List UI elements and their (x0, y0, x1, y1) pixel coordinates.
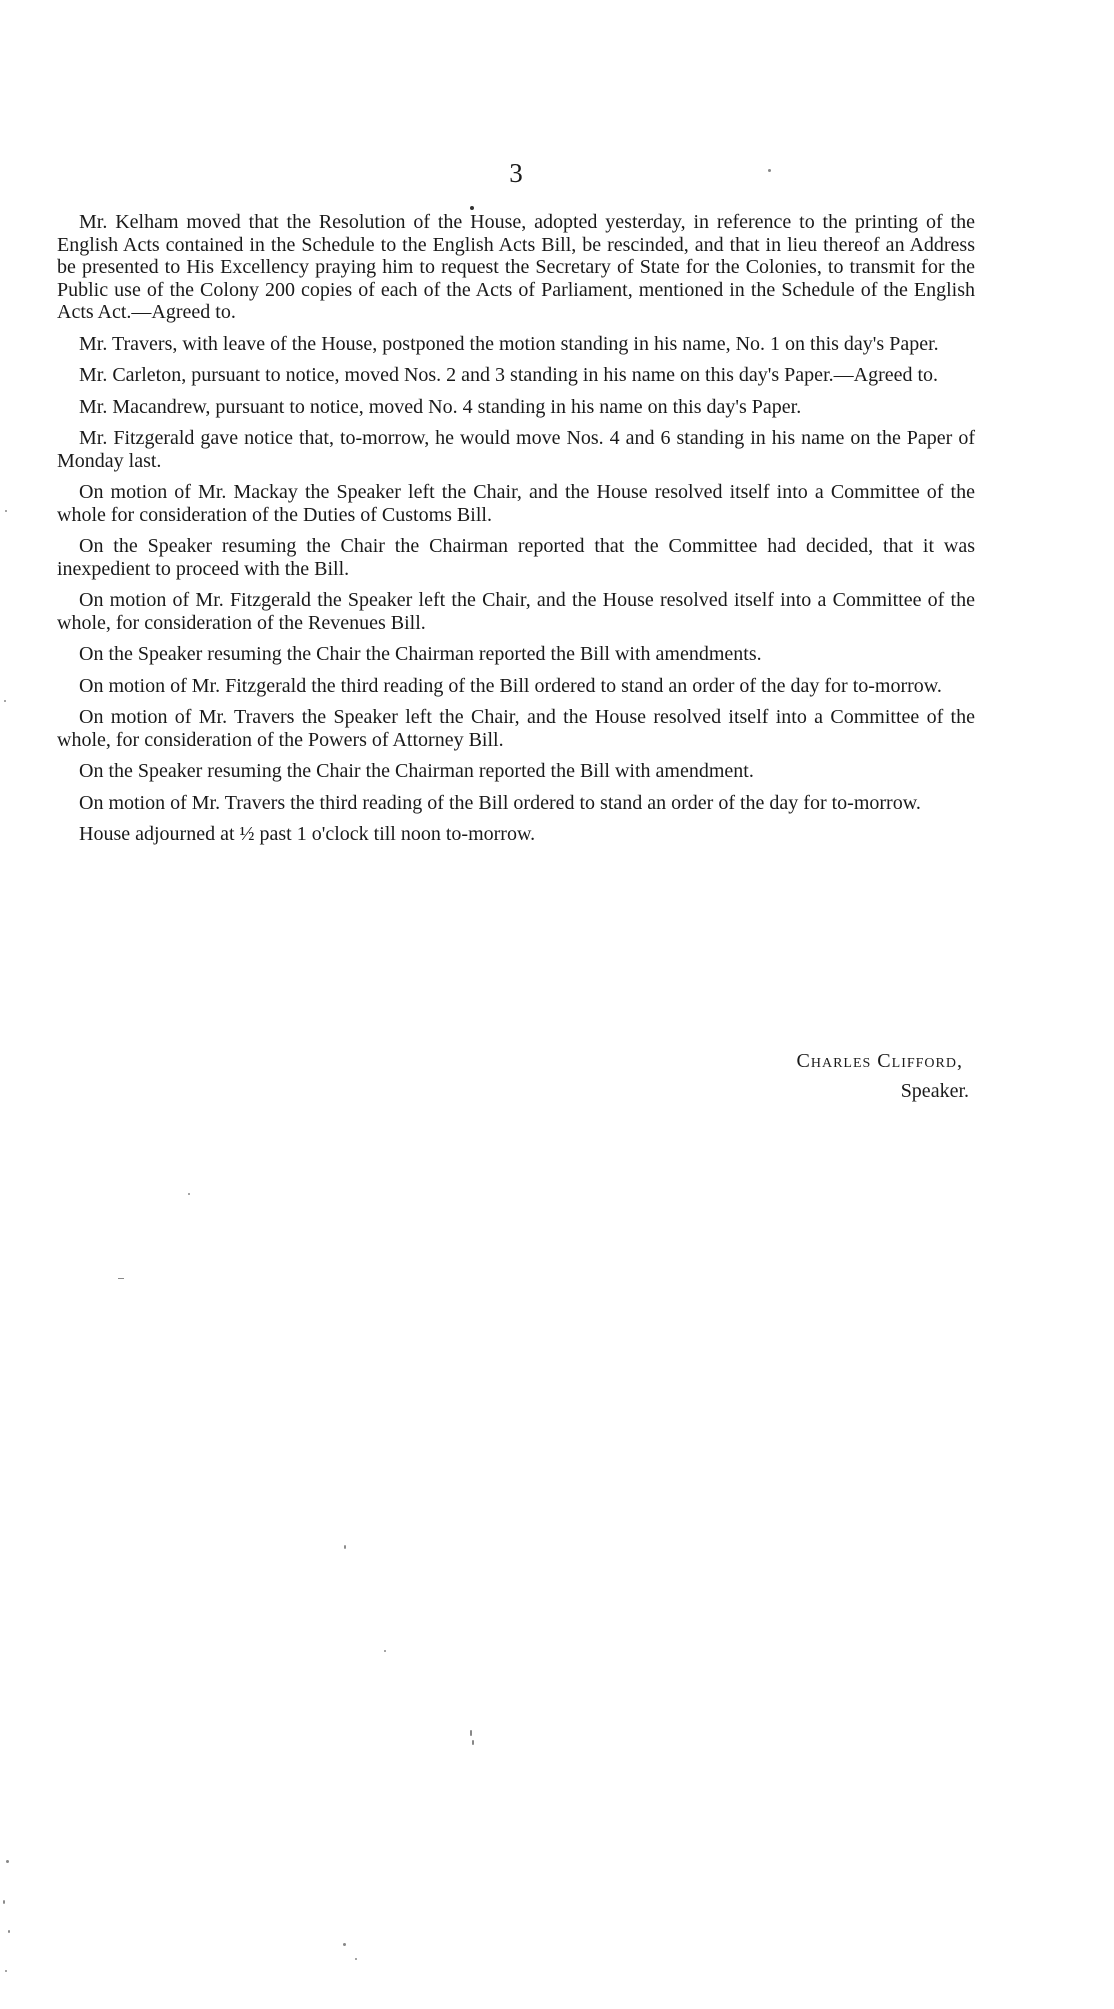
scan-speck (344, 1545, 346, 1549)
paragraph-revenues-committee: On motion of Mr. Fitzgerald the Speaker left the Chair, and the House resolved itself into a Committee of the whole, for consideration of the Revenues Bill. (57, 589, 975, 634)
paragraph-kelham-resolution: Mr. Kelham moved that the Resolution of the House, adopted yesterday, in reference to the printing of the English Acts contained in the Schedule to the English Acts Bill, be rescinded, and that in lieu thereof an Address be presented to His Excellency praying him to request the Secretary of State for the Colonies, to transmit for the Public use of the Colony 200 copies of each of the Acts of Parliament, mentioned in the Schedule of the English Acts Act.—Agreed to. (57, 211, 975, 323)
speaker-name: Charles Clifford, (796, 1050, 963, 1072)
page-number: 3 (509, 158, 523, 188)
scan-speck (118, 1278, 124, 1279)
scan-speck (470, 1730, 472, 1736)
scan-speck (355, 1958, 357, 1960)
scan-speck (384, 1650, 386, 1652)
scan-speck (343, 1943, 346, 1946)
paragraph-revenues-report: On the Speaker resuming the Chair the Chairman reported the Bill with amendments. (79, 643, 762, 665)
scan-speck (4, 700, 6, 702)
paragraph-attorney-committee: On motion of Mr. Travers the Speaker left the Chair, and the House resolved itself into a Committee of the whole, for consideration of the Powers of Attorney Bill. (57, 706, 975, 751)
paragraph-attorney-report: On the Speaker resuming the Chair the Chairman reported the Bill with amendment. (79, 760, 754, 782)
paragraph-macandrew-motion: Mr. Macandrew, pursuant to notice, moved No. 4 standing in his name on this day's Paper. (79, 395, 802, 418)
paragraph-carleton-motion: Mr. Carleton, pursuant to notice, moved Nos. 2 and 3 standing in his name on this day's Paper.—Agreed to. (79, 364, 939, 386)
scan-speck (470, 206, 474, 210)
paragraph-customs-committee: On motion of Mr. Mackay the Speaker left the Chair, and the House resolved itself into a Committee of the whole for consideration of the Duties of Customs Bill. (57, 481, 975, 526)
scan-speck (3, 1900, 5, 1904)
paragraph-revenues-third-reading: On motion of Mr. Fitzgerald the third reading of the Bill ordered to stand an order of the day for to-morrow. (79, 674, 942, 697)
scan-speck (188, 1193, 190, 1195)
scan-speck (8, 1930, 10, 1933)
scan-speck (5, 510, 7, 512)
paragraph-customs-report: On the Speaker resuming the Chair the Chairman reported that the Committee had decided, that it was inexpedient to proceed with the Bill. (57, 535, 975, 580)
scan-speck (768, 169, 771, 172)
paragraph-travers-postponed: Mr. Travers, with leave of the House, postponed the motion standing in his name, No. 1 on this day's Paper. (79, 332, 939, 355)
signature-block (797, 1046, 969, 1106)
scan-speck (472, 1740, 474, 1745)
scan-speck (6, 1860, 9, 1863)
paragraph-adjournment: House adjourned at ½ past 1 o'clock till noon to-morrow. (79, 823, 536, 845)
paragraph-fitzgerald-notice: Mr. Fitzgerald gave notice that, to-morrow, he would move Nos. 4 and 6 standing in his name on the Paper of Monday last. (57, 427, 975, 472)
minutes-body (57, 211, 975, 855)
paragraph-attorney-third-reading: On motion of Mr. Travers the third reading of the Bill ordered to stand an order of the day for to-morrow. (79, 791, 921, 814)
speaker-title: Speaker. (900, 1080, 969, 1102)
scan-speck (5, 1970, 7, 1972)
